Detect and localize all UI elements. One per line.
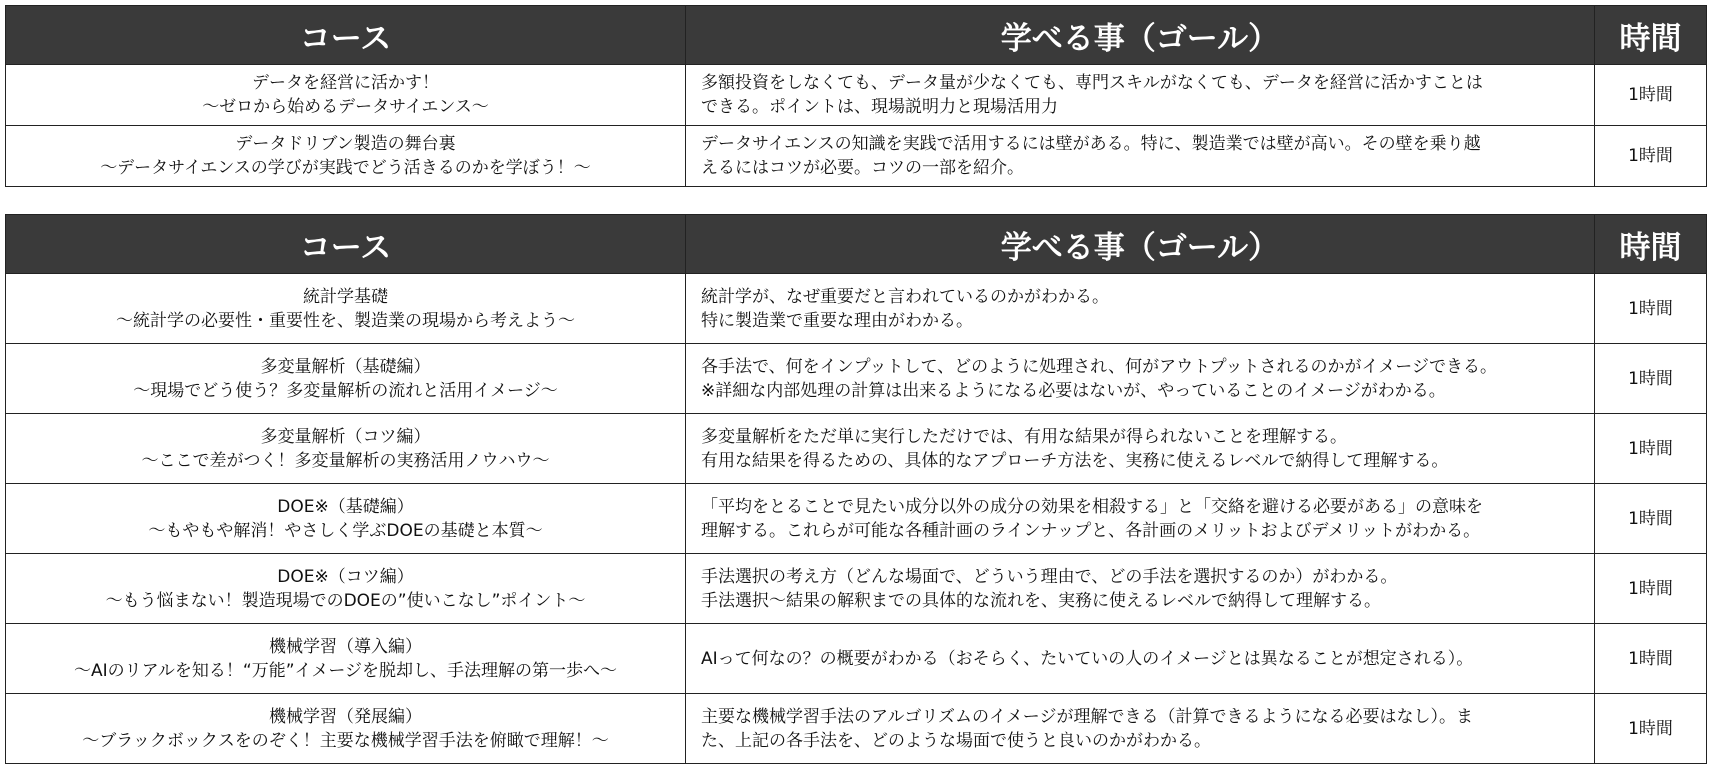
time-cell: 1時間: [1595, 344, 1707, 414]
course-title: 多変量解析（基礎編）: [260, 356, 431, 377]
goal-line: えるにはコツが必要。コツの一部を紹介。: [701, 158, 1024, 178]
time-cell: 1時間: [1595, 554, 1707, 624]
goal-line: 主要な機械学習手法のアルゴリズムのイメージが理解できる（計算できるようになる必要はなし）。ま: [701, 706, 1473, 727]
goal-line: 手法選択の考え方（どんな場面で、どういう理由で、どの手法を選択するのか）がわかる。: [701, 566, 1398, 587]
time-cell: 1時間: [1595, 484, 1707, 554]
time-cell: 1時間: [1595, 694, 1707, 764]
time-cell: 1時間: [1595, 624, 1707, 694]
course-cell: [6, 484, 686, 554]
header-course: コース: [6, 215, 686, 274]
goal-cell: [686, 344, 1595, 414]
goal-line: 多変量解析をただ単に実行しただけでは、有用な結果が得られないことを理解する。: [701, 426, 1347, 447]
goal-line: できる。ポイントは、現場説明力と現場活用力: [701, 97, 1058, 117]
table-row: [6, 694, 1707, 764]
table-row: [6, 554, 1707, 624]
course-cell: [6, 126, 686, 187]
course-subtitle: ～現場でどう使う？多変量解析の流れと活用イメージ～: [133, 380, 558, 401]
header-goal: 学べる事（ゴール）: [686, 215, 1595, 274]
table-row: [6, 484, 1707, 554]
goal-cell: [686, 484, 1595, 554]
course-subtitle: ～AIのリアルを知る！“万能”イメージを脱却し、手法理解の第一歩へ～: [73, 660, 618, 681]
course-title: データドリブン製造の舞台裏: [235, 134, 456, 154]
course-title: 機械学習（発展編）: [269, 706, 422, 727]
course-title: 多変量解析（コツ編）: [260, 426, 431, 447]
goal-line: た、上記の各手法を、どのような場面で使うと良いのかがわかる。: [701, 730, 1211, 751]
course-cell: [6, 694, 686, 764]
goal-cell: [686, 624, 1595, 694]
course-subtitle: ～ここで差がつく！多変量解析の実務活用ノウハウ～: [141, 450, 550, 471]
goal-line: 多額投資をしなくても、データ量が少なくても、専門スキルがなくても、データを経営に活かすことは: [701, 73, 1483, 93]
goal-line: AIって何なの？の概要がわかる（おそらく、たいていの人のイメージとは異なることが想定される）。: [701, 648, 1474, 669]
course-subtitle: ～統計学の必要性・重要性を、製造業の現場から考えよう～: [116, 310, 575, 331]
course-cell: [6, 624, 686, 694]
course-cell: [6, 414, 686, 484]
time-cell: 1時間: [1595, 274, 1707, 344]
header-time: 時間: [1595, 215, 1707, 274]
header-goal: 学べる事（ゴール）: [686, 6, 1595, 65]
course-title: DOE※（コツ編）: [277, 566, 414, 587]
course-cell: [6, 554, 686, 624]
goal-line: 特に製造業で重要な理由がわかる。: [701, 310, 973, 331]
goal-cell: [686, 694, 1595, 764]
course-cell: [6, 274, 686, 344]
course-title: 機械学習（導入編）: [269, 636, 422, 657]
table-row: [6, 414, 1707, 484]
course-title: データを経営に活かす！: [252, 73, 439, 93]
goal-line: 有用な結果を得るための、具体的なアプローチ方法を、実務に使えるレベルで納得して理解する。: [701, 450, 1449, 471]
course-title: 統計学基礎: [303, 286, 388, 307]
course-table-2: [5, 214, 1707, 764]
table-row: [6, 274, 1707, 344]
course-subtitle: ～データサイエンスの学びが実践でどう活きるのかを学ぼう！～: [100, 158, 591, 178]
course-cell: [6, 65, 686, 126]
table-header-row: [6, 6, 1707, 65]
table-header-row: [6, 215, 1707, 274]
course-subtitle: ～もやもや解消！やさしく学ぶDOEの基礎と本質～: [148, 520, 543, 541]
course-title: DOE※（基礎編）: [277, 496, 414, 517]
goal-line: 統計学が、なぜ重要だと言われているのかがわかる。: [701, 286, 1109, 307]
goal-line: 理解する。これらが可能な各種計画のラインナップと、各計画のメリットおよびデメリットがわかる。: [701, 520, 1481, 541]
table-row: [6, 65, 1707, 126]
goal-line: 各手法で、何をインプットして、どのように処理され、何がアウトプットされるのかがイメージできる。: [701, 356, 1497, 377]
goal-cell: [686, 126, 1595, 187]
table-row: [6, 344, 1707, 414]
course-table-1: [5, 5, 1707, 187]
header-time: 時間: [1595, 6, 1707, 65]
header-course: コース: [6, 6, 686, 65]
course-subtitle: ～ゼロから始めるデータサイエンス～: [202, 97, 489, 117]
goal-cell: [686, 274, 1595, 344]
goal-line: 「平均をとることで見たい成分以外の成分の効果を相殺する」と「交絡を避ける必要がある」の意味を: [701, 496, 1483, 517]
table-row: [6, 624, 1707, 694]
goal-cell: [686, 65, 1595, 126]
goal-cell: [686, 554, 1595, 624]
time-cell: 1時間: [1595, 126, 1707, 187]
table-row: [6, 126, 1707, 187]
goal-line: 手法選択～結果の解釈までの具体的な流れを、実務に使えるレベルで納得して理解する。: [701, 590, 1381, 611]
course-subtitle: ～ブラックボックスをのぞく！主要な機械学習手法を俯瞰で理解！～: [82, 730, 609, 751]
goal-line: ※詳細な内部処理の計算は出来るようになる必要はないが、やっていることのイメージがわかる。: [701, 380, 1446, 401]
time-cell: 1時間: [1595, 65, 1707, 126]
time-cell: 1時間: [1595, 414, 1707, 484]
goal-cell: [686, 414, 1595, 484]
course-cell: [6, 344, 686, 414]
course-subtitle: ～もう悩まない！製造現場でのDOEの”使いこなし”ポイント～: [105, 590, 586, 611]
goal-line: データサイエンスの知識を実践で活用するには壁がある。特に、製造業では壁が高い。その壁を乗り越: [701, 134, 1481, 154]
